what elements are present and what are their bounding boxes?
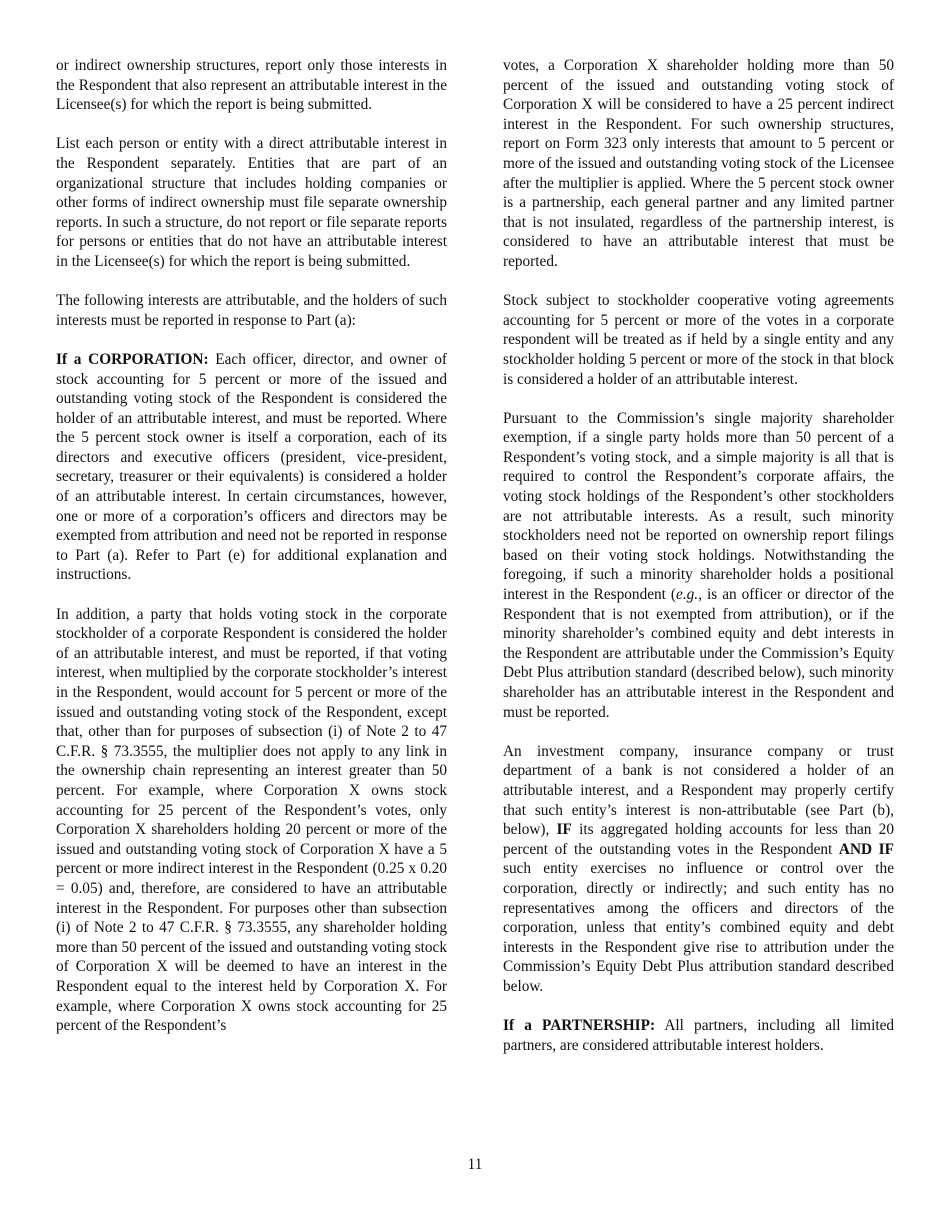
- majority-shareholder-paragraph: [503, 409, 894, 723]
- corporation-paragraph: [56, 350, 447, 585]
- text-span: , is an officer or director of the Respondent that is not exempted from attribution), or if the minority shareholder’s combined equity and debt interests in the Respondent are attributable under the Commission’s Equity Debt Plus attribution standard (described below), such minority shareholder has an attributable interest in the Respondent and must be reported.: [503, 586, 894, 721]
- and-if-bold: AND IF: [838, 840, 894, 858]
- paragraph: Stock subject to stockholder cooperative voting agreements accounting for 5 percent or more of the votes in a corporate respondent will be treated as if held by a single entity and any stockholder holding 5 percent or more of the stock in that block is considered a holder of an attributable interest.: [503, 292, 894, 388]
- investment-company-paragraph: [503, 742, 894, 997]
- text-span: its aggregated holding accounts for less than 20 percent of the outstanding votes in the Respondent: [503, 821, 894, 858]
- paragraph: The following interests are attributable, and the holders of such interests must be reported in response to Part (a):: [56, 292, 447, 329]
- if-bold: IF: [556, 821, 572, 839]
- text-span: Pursuant to the Commission’s single majority shareholder exemption, if a single party holds more than 50 percent of a Respondent’s voting stock, and a simple majority is all that is required to control the Respondent’s corporate affairs, the voting stock holdings of the Respondent’s other stockholders are not attributable interests. As a result, such minority stockholders need not be reported on ownership report filings based on their voting stock holdings. Notwithstanding the foregoing, if such a minority shareholder holds a positional interest in the Respondent (: [503, 409, 894, 604]
- paragraph: List each person or entity with a direct attributable interest in the Respondent separately. Entities that are part of an organizational structure that includes holding companies or other forms of indirect ownership must file separate ownership reports. In such a structure, do not report or file separate reports for persons or entities that do not have an attributable interest in the Licensee(s) for which the report is being submitted.: [56, 135, 447, 270]
- left-column: [56, 56, 447, 1036]
- text-span: An investment company, insurance company or trust department of a bank is not considered a holder of an attributable interest, and a Respondent may properly certify that such entity’s interest is non-attributable (see Part (b), below),: [503, 742, 894, 839]
- eg-italic: e.g.: [676, 586, 699, 604]
- paragraph: or indirect ownership structures, report only those interests in the Respondent that also represent an attributable interest in the Licensee(s) for which the report is being submitted.: [56, 57, 447, 114]
- right-column: [503, 56, 894, 1055]
- partnership-paragraph: [503, 1016, 894, 1055]
- paragraph: votes, a Corporation X shareholder holding more than 50 percent of the issued and outstanding voting stock of Corporation X will be considered to have a 25 percent indirect interest in the Respondent. For such ownership structures, report on Form 323 only interests that amount to 5 percent or more of the issued and outstanding voting stock of the Licensee after the multiplier is applied. Where the 5 percent stock owner is a partnership, each general partner and any limited partner that is not insulated, regardless of the partnership interest, is considered to have an attributable interest that must be reported.: [503, 57, 894, 270]
- corporation-body: Each officer, director, and owner of stock accounting for 5 percent or more of the issued and outstanding voting stock of the Respondent is considered the holder of an attributable interest, and must be reported. Where the 5 percent stock owner is itself a corporation, each of its directors and executive officers (president, vice-president, secretary, treasurer or their equivalents) is considered a holder of an attributable interest. In certain circumstances, however, one or more of a corporation’s officers and directors may be exempted from attribution and need not be reported in response to Part (a). Refer to Part (e) for additional explanation and instructions.: [56, 350, 448, 584]
- partnership-heading: If a PARTNERSHIP:: [503, 1017, 656, 1035]
- page-number: 11: [467, 1156, 483, 1173]
- partnership-body: All partners, including all limited partners, are considered attributable interest holders.: [503, 1017, 895, 1054]
- paragraph: In addition, a party that holds voting stock in the corporate stockholder of a corporate Respondent is considered the holder of an attributable interest, and must be reported, if that voting interest, when multiplied by the corporate stockholder’s interest in the Respondent, would account for 5 percent or more of the issued and outstanding voting stock of the Respondent, except that, other than for purposes of subsection (i) of Note 2 to 47 C.F.R. § 73.3555, the multiplier does not apply to any link in the ownership chain representing an interest greater than 50 percent. For example, where Corporation X owns stock accounting for 25 percent of the Respondent’s votes, only Corporation X shareholders holding 20 percent or more of the issued and outstanding voting stock of Corporation X have a 5 percent or more indirect interest in the Respondent (0.25 x 0.20 = 0.05) and, therefore, are considered to have an attributable interest in the Respondent. For purposes other than subsection (i) of Note 2 to 47 C.F.R. § 73.3555, any shareholder holding more than 50 percent of the issued and outstanding voting stock of Corporation X will be deemed to have an interest in the Respondent equal to the interest held by Corporation X. For example, where Corporation X owns stock accounting for 25 percent of the Respondent’s: [56, 605, 447, 1035]
- corporation-heading: If a CORPORATION:: [56, 350, 209, 368]
- text-span: such entity exercises no influence or control over the corporation, directly or indirectly; and such entity has no representatives among the officers and directors of the corporation, unless that entity’s combined equity and debt interests in the Respondent give rise to attribution under the Commission’s Equity Debt Plus attribution standard described below.: [503, 860, 894, 995]
